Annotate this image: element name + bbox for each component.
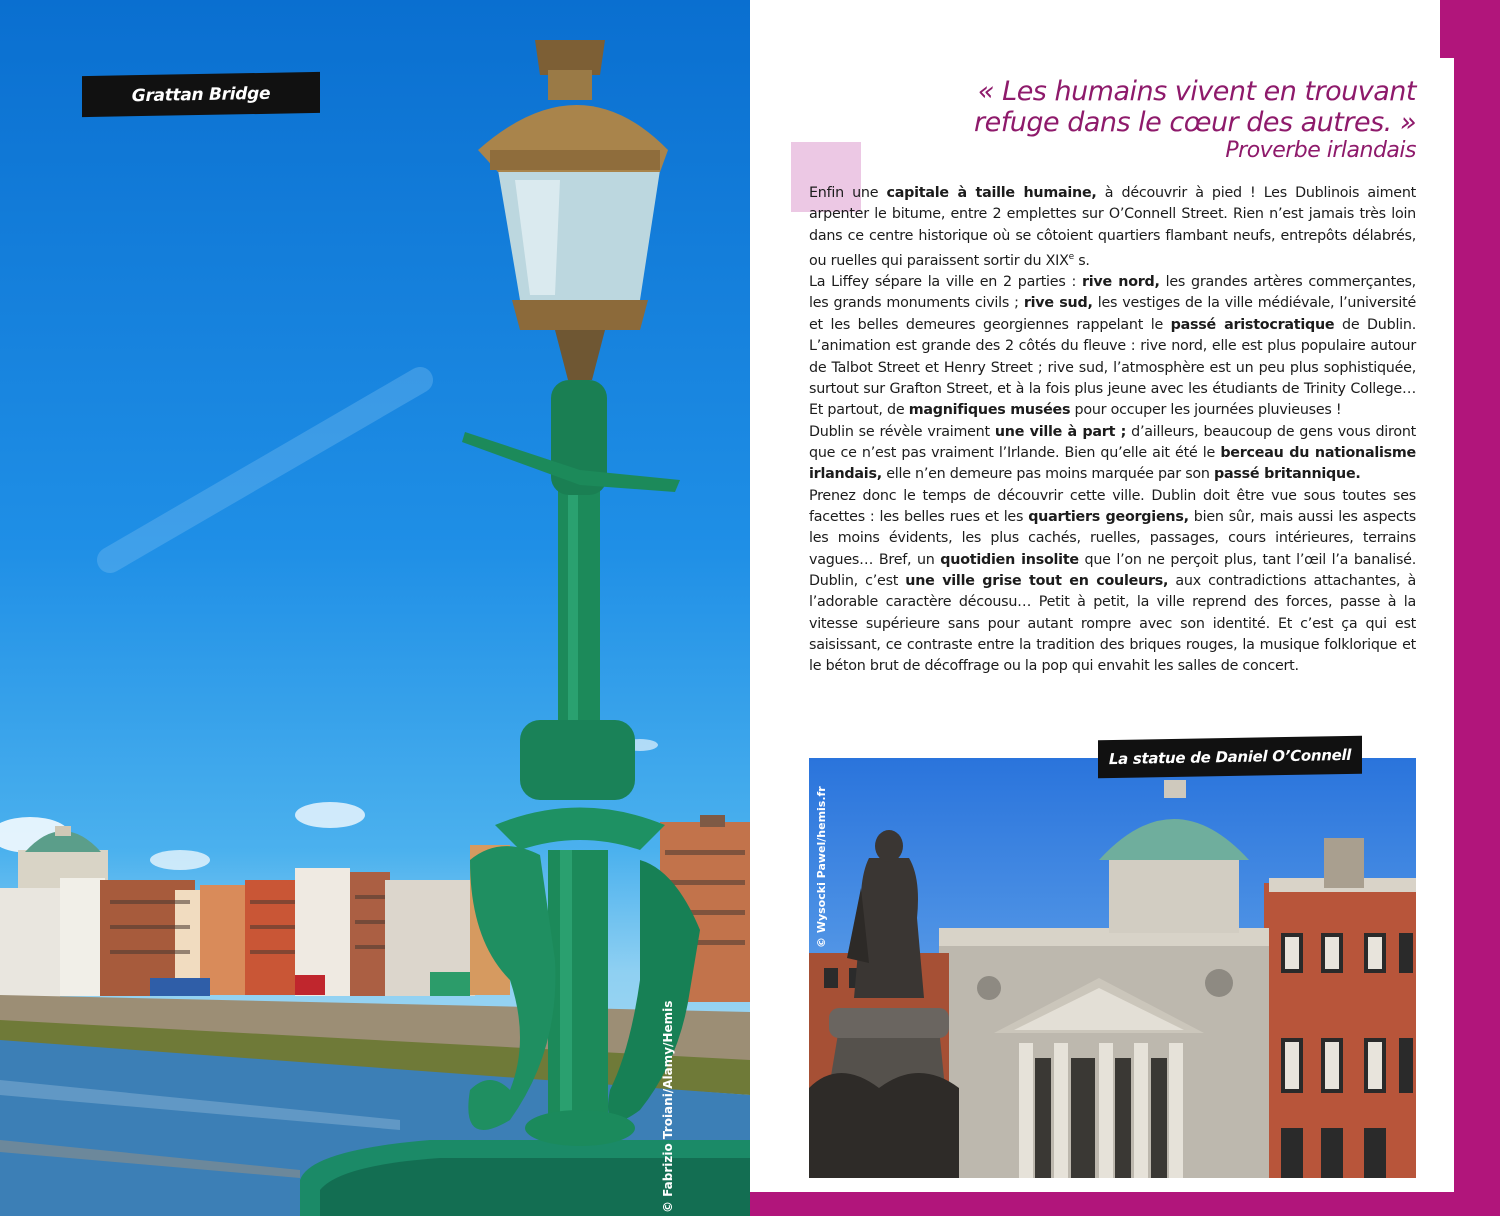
body-paragraph — [809, 183, 1416, 272]
photo-caption-oconnell-statue: La statue de Daniel O’Connell — [1098, 736, 1362, 779]
text-run: les vestiges de la ville médiévale, l’université et les belles demeures georgiennes rappelant le — [809, 295, 1416, 333]
text-run: Dublin se révèle vraiment — [809, 423, 995, 440]
magenta-bottom-border — [750, 1192, 1500, 1216]
bold-phrase: rive nord, — [1081, 274, 1160, 291]
text-run: La Liffey sépare la ville en 2 parties : — [809, 274, 1082, 291]
bold-phrase: capitale à taille humaine, — [886, 185, 1097, 201]
bold-phrase: passé britannique. — [1214, 466, 1361, 483]
bold-phrase: passé aristocratique — [1170, 316, 1335, 333]
superscript: e — [1068, 252, 1074, 263]
body-text — [809, 183, 1416, 678]
text-run: elle n’en demeure pas moins marquée par son — [881, 466, 1215, 483]
text-run: aux contradictions attachantes, à l’adorable caractère décousu… Petit à petit, la ville reprend des forces, passe à la vitesse supérieure sans pour autant rompre avec son identité. Et c’est ça qui est saisissant, ce contraste entre la tradition des briques rouges, la musique folklorique et le béton brut de décoffrage ou la pop qui envahit les salles de concert. — [809, 572, 1416, 675]
photo-credit-right: © Wysocki Pawel/hemis.fr — [815, 786, 828, 948]
bold-phrase: rive sud, — [1023, 295, 1093, 312]
text-run: bien sûr, mais aussi les aspects les moins évidents, les plus cachés, ruelles, passages, cours intérieures, terrains vagues… Bref, un — [809, 508, 1416, 568]
text-run: Prenez donc le temps de découvrir cette ville. Dublin doit être vue sous toutes ses facettes : les belles rues et les — [809, 487, 1416, 525]
right-text-page — [750, 0, 1500, 1216]
text-run: d’ailleurs, beaucoup de gens vous diront que ce n’est pas vraiment l’Irlande. Bien qu’elle ait été le — [809, 423, 1416, 461]
text-run: que l’on ne perçoit plus, tant l’œil l’a banalisé. Dublin, c’est — [809, 551, 1417, 589]
bold-phrase: une ville grise tout en couleurs, — [905, 572, 1169, 589]
bold-phrase: une ville à part ; — [994, 423, 1127, 440]
photo-credit-left: © Fabrizio Troiani/Alamy/Hemis — [661, 1000, 675, 1213]
photo-caption-grattan-bridge: Grattan Bridge — [82, 72, 320, 117]
oconnell-statue-photo — [809, 758, 1416, 1178]
bold-phrase: quotidien insolite — [940, 551, 1079, 568]
text-run: à découvrir à pied ! Les Dublinois aiment arpenter le bitume, entre 2 emplettes sur O’Connell Street. Rien n’est jamais très loin dans ce centre historique où se côtoient quartiers flambant neufs, entrepôts délabrés, ou ruelles qui paraissent sortir du XIX — [809, 185, 1416, 269]
body-paragraph — [809, 272, 1416, 421]
text-run: Enfin une — [809, 185, 887, 201]
bold-phrase: quartiers georgiens, — [1028, 508, 1189, 525]
bold-phrase: magnifiques musées — [908, 402, 1071, 419]
magenta-side-border — [1454, 0, 1500, 1216]
quote-author: Proverbe irlandais — [1225, 138, 1416, 163]
text-run: les grandes artères commerçantes, les grands monuments civils ; — [809, 274, 1416, 312]
page-number: 11 — [1420, 34, 1438, 53]
quote-line-2: refuge dans le cœur des autres. » — [974, 107, 1416, 138]
quote-line-1: « Les humains vivent en trouvant — [977, 76, 1416, 107]
body-paragraph — [809, 486, 1416, 678]
text-run: pour occuper les journées pluvieuses ! — [1070, 402, 1342, 419]
epigraph-quote — [856, 76, 1416, 138]
text-run: de Dublin. L’animation est grande des 2 côtés du fleuve : rive nord, elle est plus populaire autour de Talbot Street et Henry Street ; rive sud, l’atmosphère est un peu plus sophistiquée, surtout sur Grafton Street, et à la fois plus jeune avec les étudiants de Trinity College… Et partout, de — [809, 316, 1416, 419]
body-paragraph — [809, 422, 1416, 486]
bold-phrase: berceau du nationalisme irlandais, — [809, 444, 1417, 483]
text-run: s. — [1073, 252, 1090, 269]
